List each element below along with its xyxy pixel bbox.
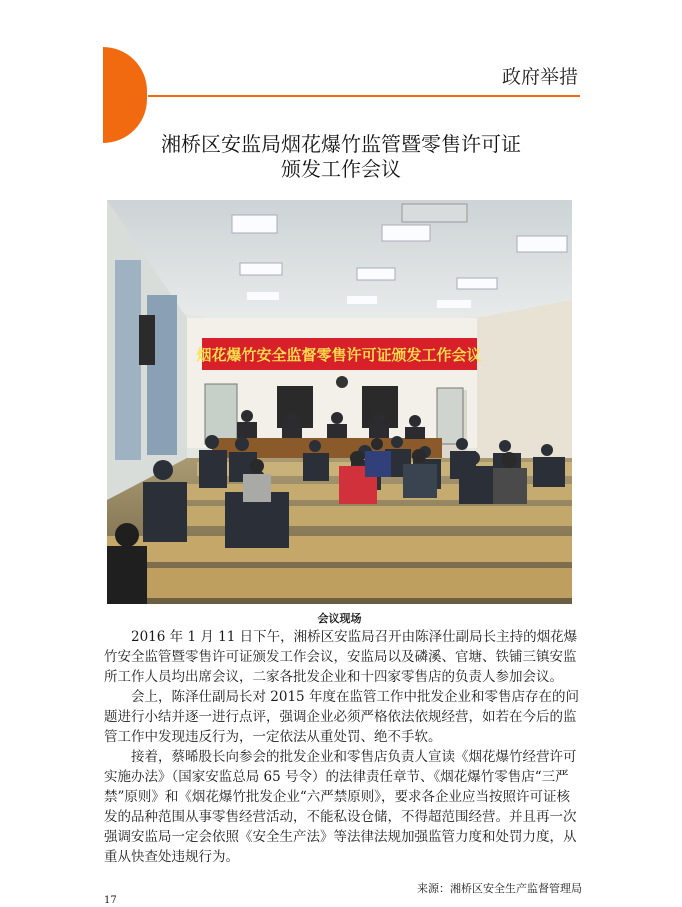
article-title-line1: 湘桥区安监局烟花爆竹监管暨零售许可证 xyxy=(161,132,521,156)
article-body xyxy=(104,627,582,867)
photo-caption: 会议现场 xyxy=(317,612,362,625)
paragraph: 2016 年 1 月 11 日下午，湘桥区安监局召开由陈泽仕副局长主持的烟花爆竹安全监管暨零售许可证颁发工作会议，安监局以及磷溪、官塘、铁铺三镇安监所工作人员均出席会议，二家各批发企业和十四家零售店的负责人参加会议。 xyxy=(104,629,578,685)
article-title-line2: 颁发工作会议 xyxy=(281,157,401,181)
article-source: 来源：湘桥区安全生产监督管理局 xyxy=(417,882,582,895)
banner-text: 烟花爆竹安全监督零售许可证颁发工作会议 xyxy=(196,346,482,364)
header-rule xyxy=(148,95,580,97)
section-tab xyxy=(103,47,147,143)
paragraph: 接着，蔡晞股长向参会的批发企业和零售店负责人宣读《烟花爆竹经营许可实施办法》（国家安监总局 65 号令）的法律责任章节、《烟花爆竹零售店“三严禁”原则》和《烟花爆竹批发企业“六严禁原则》，要求各企业应当按照许可证核发的品种范围从事零售经营活动，不能私设仓储，不得超范围经营。并且再一次强调安监局一定会依照《安全生产法》等法律法规加强监管力度和处罚力度，从重从快查处违规行为。 xyxy=(104,749,577,865)
page-number: 17 xyxy=(104,895,117,906)
meeting-photo xyxy=(107,200,572,604)
paragraph: 会上，陈泽仕副局长对 2015 年度在监管工作中批发企业和零售店存在的问题进行小结并逐一进行点评，强调企业必须严格依法依规经营，如若在今后的监管工作中发现违反行为，一定依法从重处罚、绝不手软。 xyxy=(104,689,579,745)
article-title xyxy=(100,132,582,182)
section-title: 政府举措 xyxy=(501,66,578,88)
